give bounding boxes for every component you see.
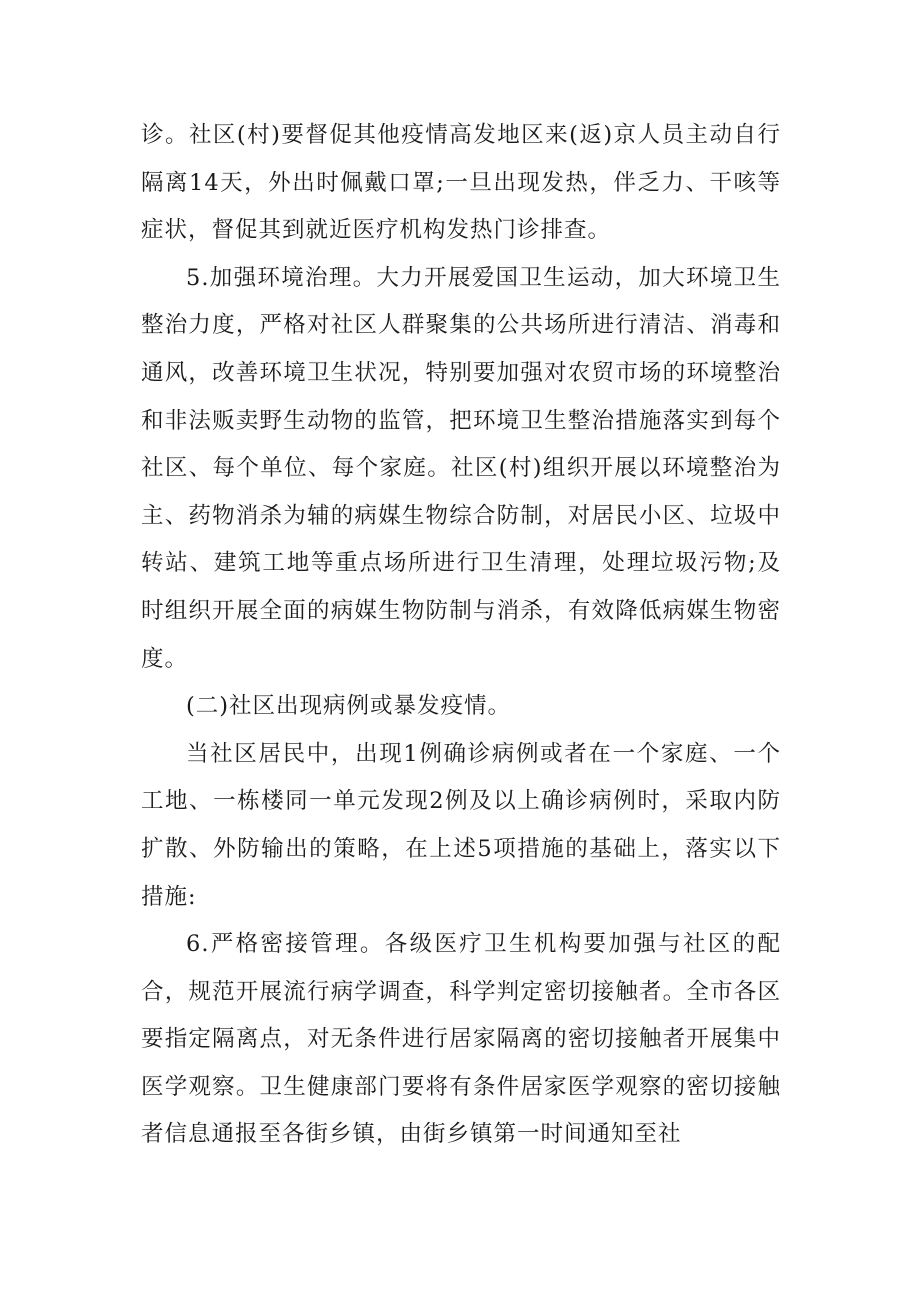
paragraph-continuation: 诊。社区(村)要督促其他疫情高发地区来(返)京人员主动自行隔离14天，外出时佩戴口罩;一旦出现发热，伴乏力、干咳等症状，督促其到就近医疗机构发热门诊排查。 [141,122,781,244]
paragraph-close-contact-management: 6.严格密接管理。各级医疗卫生机构要加强与社区的配合，规范开展流行病学调查，科学判定密切接触者。全市各区要指定隔离点，对无条件进行居家隔离的密切接触者开展集中医学观察。卫生健康部门要将有条件居家医学观察的密切接触者信息通报至各街乡镇，由街乡镇第一时间通知至社 [141,931,781,1148]
document-body [141,112,781,1159]
section-heading-community-cases: (二)社区出现病例或暴发疫情。 [186,693,512,720]
paragraph-case-strategy: 当社区居民中，出现1例确诊病例或者在一个家庭、一个工地、一栋楼同一单元发现2例及以上确诊病例时，采取内防扩散、外防输出的策略，在上述5项措施的基础上，落实以下措施: [141,740,781,910]
paragraph-environment-governance: 5.加强环境治理。大力开展爱国卫生运动，加大环境卫生整治力度，严格对社区人群聚集的公共场所进行清洁、消毒和通风，改善环境卫生状况，特别要加强对农贸市场的环境整治和非法贩卖野生动物的监管，把环境卫生整治措施落实到每个社区、每个单位、每个家庭。社区(村)组织开展以环境整治为主、药物消杀为辅的病媒生物综合防制，对居民小区、垃圾中转站、建筑工地等重点场所进行卫生清理，处理垃圾污物;及时组织开展全面的病媒生物防制与消杀，有效降低病媒生物密度。 [141,264,781,672]
